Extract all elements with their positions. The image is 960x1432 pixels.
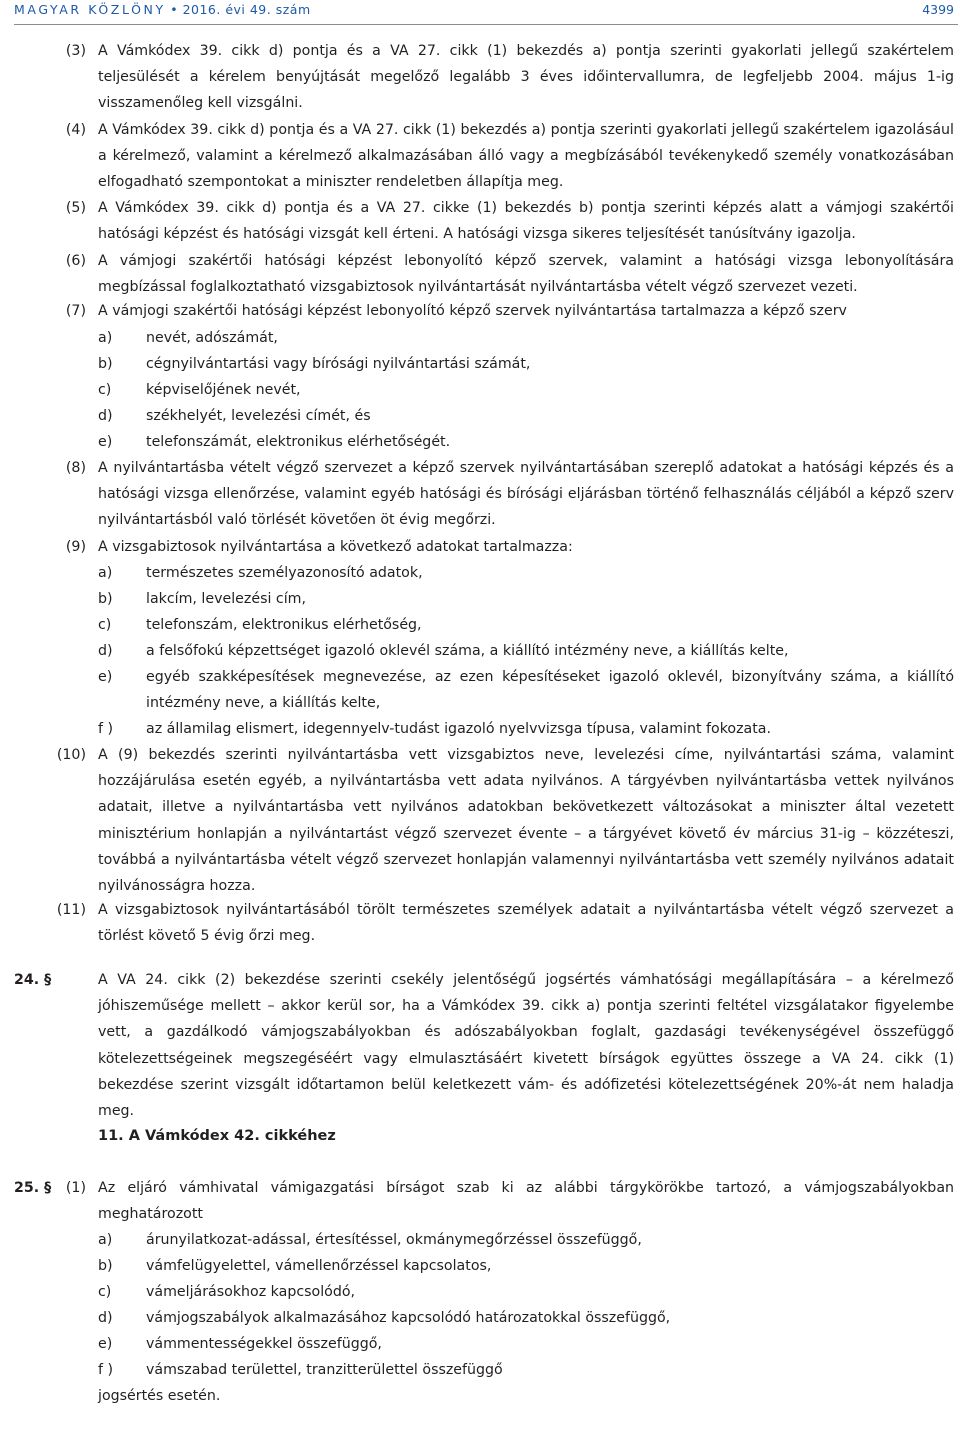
para-number: (5) bbox=[65, 200, 86, 216]
section-label: 24. § bbox=[14, 972, 52, 988]
list-letter: c) bbox=[98, 1284, 112, 1300]
list-letter: e) bbox=[98, 669, 113, 685]
para-number: (7) bbox=[65, 303, 86, 319]
list-item: az államilag elismert, idegennyelv-tudást igazoló nyelvvizsga típusa, valamint fokozata. bbox=[146, 721, 771, 737]
para-number: (8) bbox=[65, 460, 86, 476]
list-letter: c) bbox=[98, 617, 112, 633]
list-letter: d) bbox=[98, 408, 113, 424]
paragraph: A Vámkódex 39. cikk d) pontja és a VA 27. cikke (1) bekezdés b) pontja szerinti képzés alatt a vámjogi szakértői hatósági képzést és hatósági vizsgát kell érteni. A hatósági vizsga sikeres teljesítését tanúsítvány igazolja. bbox=[98, 200, 954, 243]
paragraph: A Vámkódex 39. cikk d) pontja és a VA 27. cikk (1) bekezdés a) pontja szerinti gyakorlati jellegű szakértelem igazolásául a kérelmező, valamint a kérelmező alkalmazásában álló vagy a megbízásából tevékenykedő személy vonatkozásában elfogadható szempontokat a miniszter rendeletben állapítja meg. bbox=[98, 122, 954, 191]
paragraph: Az eljáró vámhivatal vámigazgatási bírságot szab ki az alábbi tárgykörökbe tartozó, a vámjogszabályokban meghatározott bbox=[98, 1180, 954, 1223]
list-item: vámeljárásokhoz kapcsolódó, bbox=[146, 1284, 356, 1300]
paragraph: jogsértés esetén. bbox=[98, 1388, 221, 1404]
list-item: természetes személyazonosító adatok, bbox=[146, 565, 423, 581]
list-item: vámmentességekkel összefüggő, bbox=[146, 1336, 382, 1352]
para-number: (1) bbox=[65, 1180, 86, 1196]
list-letter: d) bbox=[98, 1310, 113, 1326]
running-header bbox=[14, 2, 311, 17]
list-letter: b) bbox=[98, 591, 113, 607]
issue-label: 2016. évi 49. szám bbox=[182, 2, 311, 17]
para-number: (4) bbox=[65, 122, 86, 138]
paragraph: A Vámkódex 39. cikk d) pontja és a VA 27. cikk (1) bekezdés a) pontja szerinti gyakorlati jellegű szakértelem teljesülését a kérelem benyújtását megelőző legalább 3 éves időintervallumra, de legfeljebb 2004. május 1-ig visszamenőleg kell vizsgálni. bbox=[98, 43, 954, 112]
journal-title: MAGYAR KÖZLÖNY bbox=[14, 2, 166, 17]
header-rule bbox=[14, 24, 958, 25]
list-letter: c) bbox=[98, 382, 112, 398]
list-letter: f ) bbox=[98, 1362, 114, 1378]
paragraph: A vizsgabiztosok nyilvántartásából törölt természetes személyek adatait a nyilvántartásba vételt végző szervezet a törlést követő 5 évig őrzi meg. bbox=[98, 902, 954, 945]
list-letter: d) bbox=[98, 643, 113, 659]
list-item: vámjogszabályok alkalmazásához kapcsolódó határozatokkal összefüggő, bbox=[146, 1310, 671, 1326]
para-number: (6) bbox=[65, 253, 86, 269]
list-item: a felsőfokú képzettséget igazoló oklevél száma, a kiállító intézmény neve, a kiállítás kelte, bbox=[146, 643, 789, 659]
page-number: 4399 bbox=[922, 2, 954, 17]
list-item: árunyilatkozat-adással, értesítéssel, okmánymegőrzéssel összefüggő, bbox=[146, 1232, 642, 1248]
paragraph: A vámjogi szakértői hatósági képzést lebonyolító képző szervek nyilvántartása tartalmazza a képző szerv bbox=[98, 303, 847, 319]
list-letter: a) bbox=[98, 1232, 113, 1248]
list-item: vámfelügyelettel, vámellenőrzéssel kapcsolatos, bbox=[146, 1258, 492, 1274]
list-letter: b) bbox=[98, 356, 113, 372]
list-letter: a) bbox=[98, 330, 113, 346]
list-item: lakcím, levelezési cím, bbox=[146, 591, 306, 607]
list-letter: e) bbox=[98, 434, 113, 450]
list-item: cégnyilvántartási vagy bírósági nyilvántartási számát, bbox=[146, 356, 531, 372]
list-item: telefonszámát, elektronikus elérhetőségét. bbox=[146, 434, 451, 450]
para-number: (9) bbox=[65, 539, 86, 555]
para-number: (3) bbox=[65, 43, 86, 59]
list-item: egyéb szakképesítések megnevezése, az ezen képesítéseket igazoló oklevél, bizonyítvány száma, a kiállító intézmény neve, a kiállítás kelte, bbox=[146, 669, 954, 712]
list-item: telefonszám, elektronikus elérhetőség, bbox=[146, 617, 422, 633]
paragraph: A (9) bekezdés szerinti nyilvántartásba vett vizsgabiztos neve, levelezési címe, nyilvántartási száma, valamint hozzájárulása esetén egyéb, a nyilvántartásba vett adata nyilvános. A tárgyévben nyilvántartásba vettek nyilvános adatait, illetve a nyilvántartásba vett nyilvános adatokban bekövetkezett változásokat a miniszter által vezetett minisztérium honlapján a nyilvántartást végző szervezet évente – a tárgyévet követő év március 31-ig – közzéteszi, továbbá a nyilvántartásba vételt végző szervezet honlapján valamennyi nyilvántartásba vett személy nyilvános adatait nyilvánosságra hozza. bbox=[98, 747, 954, 895]
paragraph: A vámjogi szakértői hatósági képzést lebonyolító képző szervek, valamint a hatósági vizsga lebonyolítására megbízással foglalkoztatható vizsgabiztosok nyilvántartását nyilvántartásba vételt végző szervezet vezeti. bbox=[98, 253, 954, 296]
list-item: vámszabad területtel, tranzitterülettel összefüggő bbox=[146, 1362, 503, 1378]
paragraph: A vizsgabiztosok nyilvántartása a következő adatokat tartalmazza: bbox=[98, 539, 573, 555]
section-label: 25. § bbox=[14, 1180, 52, 1196]
list-letter: f ) bbox=[98, 721, 114, 737]
list-letter: e) bbox=[98, 1336, 113, 1352]
list-item: képviselőjének nevét, bbox=[146, 382, 301, 398]
list-letter: a) bbox=[98, 565, 113, 581]
list-letter: b) bbox=[98, 1258, 113, 1274]
paragraph: A nyilvántartásba vételt végző szervezet a képző szervek nyilvántartásában szereplő adatokat a hatósági képzés és a hatósági vizsga ellenőrzése, valamint egyéb hatósági és bírósági eljárásban történő felhasználás céljából a képző szerv nyilvántartásból való törlését követően öt évig megőrzi. bbox=[98, 460, 954, 529]
subheading: 11. A Vámkódex 42. cikkéhez bbox=[98, 1128, 336, 1144]
para-number: (11) bbox=[56, 902, 86, 918]
list-item: székhelyét, levelezési címét, és bbox=[146, 408, 371, 424]
para-number: (10) bbox=[56, 747, 86, 763]
list-item: nevét, adószámát, bbox=[146, 330, 278, 346]
header-bullet: • bbox=[170, 2, 179, 17]
paragraph: A VA 24. cikk (2) bekezdése szerinti csekély jelentőségű jogsértés vámhatósági megállapítására – a kérelmező jóhiszeműsége mellett – akkor kerül sor, ha a Vámkódex 39. cikk a) pontja szerinti feltétel vizsgálatakor figyelembe vett, a gazdálkodó vámjogszabályokban és adószabályokban foglalt, gazdasági tevékenységével összefüggő kötelezettségeinek megszegéséért vagy elmulasztásáért kivetett bírságok együttes összege a VA 24. cikk (1) bekezdése szerint vizsgált időtartamon belül keletkezett vám- és adófizetési kötelezettségének 20%-át nem haladja meg. bbox=[98, 972, 954, 1120]
